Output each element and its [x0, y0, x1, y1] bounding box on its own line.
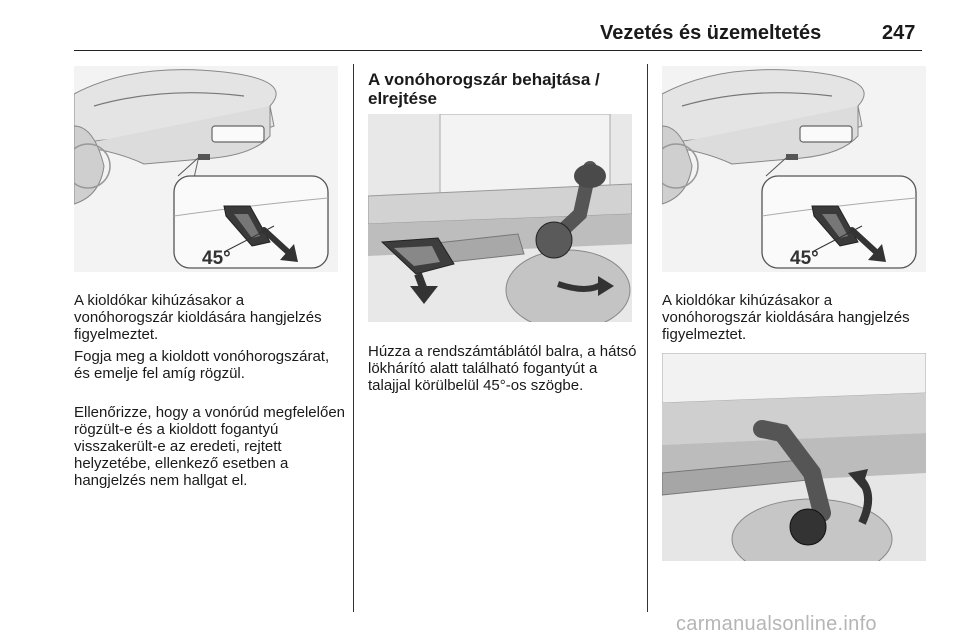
tow-bar-swing-figure	[662, 353, 926, 561]
page-number: 247	[882, 22, 916, 44]
section-heading: A vonóhorogszár behajtása / elrejtése	[368, 70, 600, 108]
header-rule	[74, 50, 922, 51]
col1-paragraph-3: Ellenőrizze, hogy a vonórúd megfelelően rögzült-e és a kioldott fogantyú visszakerült-e az eredeti, rejtett helyzetébe, ellenkező esetben a hangjelzés nem hallgat el.	[74, 404, 346, 489]
col1-paragraph-2: Fogja meg a kioldott vonóhorogszárat, és emelje fel amíg rögzül.	[74, 348, 330, 382]
col1-paragraph-1: A kioldókar kihúzásakor a vonóhorogszár kioldására hangjelzés figyelmeztet.	[74, 292, 322, 343]
angle-callout-label-2: 45°	[790, 248, 819, 269]
column-divider-right	[647, 64, 648, 612]
column-divider-left	[353, 64, 354, 612]
tow-bar-fold-figure	[368, 114, 632, 322]
car-rear-release-handle-figure-2	[662, 66, 926, 272]
col2-paragraph: Húzza a rendszámtáblától balra, a hátsó lökhárító alatt található fogantyút a talajjal körülbelül 45°-os szögbe.	[368, 343, 637, 394]
angle-callout-label: 45°	[202, 248, 231, 269]
running-header-title: Vezetés és üzemeltetés	[600, 22, 822, 44]
watermark: carmanualsonline.info	[676, 613, 877, 635]
col3-paragraph: A kioldókar kihúzásakor a vonóhorogszár kioldására hangjelzés figyelmeztet.	[662, 292, 910, 343]
car-rear-release-handle-figure	[74, 66, 338, 272]
